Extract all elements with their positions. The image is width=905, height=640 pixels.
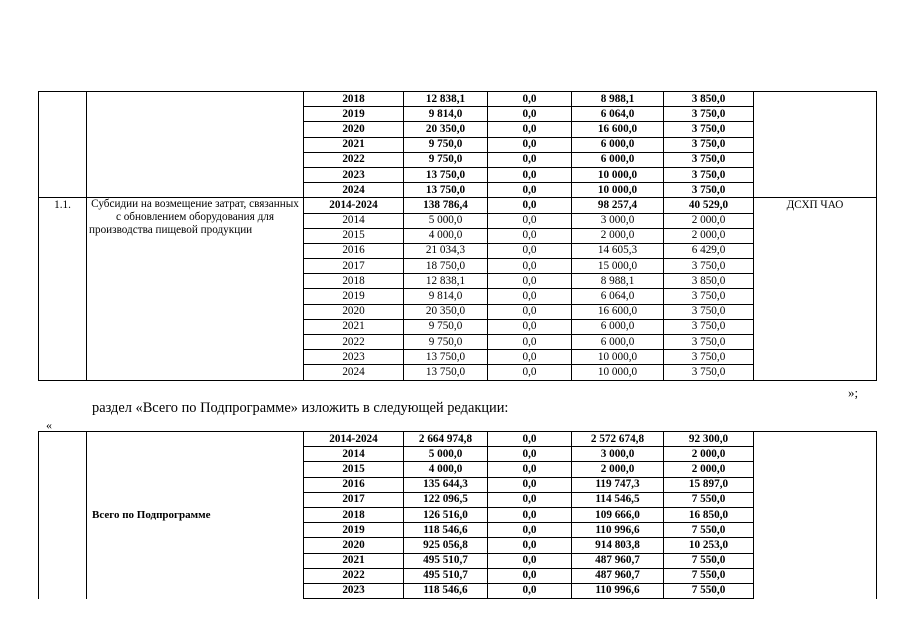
other-cell: 7 550,0 bbox=[664, 492, 754, 507]
federal-cell: 0,0 bbox=[488, 304, 572, 319]
total-cell: 495 510,7 bbox=[404, 553, 488, 568]
district-cell: 10 000,0 bbox=[572, 350, 664, 365]
year-cell: 2022 bbox=[304, 568, 404, 583]
total-cell: 118 546,6 bbox=[404, 523, 488, 538]
other-cell: 40 529,0 bbox=[664, 198, 754, 213]
district-cell: 8 988,1 bbox=[572, 274, 664, 289]
federal-cell: 0,0 bbox=[488, 447, 572, 462]
district-cell: 110 996,6 bbox=[572, 523, 664, 538]
federal-cell: 0,0 bbox=[488, 167, 572, 182]
total-cell: 9 750,0 bbox=[404, 335, 488, 350]
total-cell: 495 510,7 bbox=[404, 568, 488, 583]
total-cell: 126 516,0 bbox=[404, 507, 488, 522]
other-cell: 7 550,0 bbox=[664, 568, 754, 583]
total-cell: 9 750,0 bbox=[404, 137, 488, 152]
other-cell: 3 850,0 bbox=[664, 92, 754, 107]
other-cell: 3 750,0 bbox=[664, 289, 754, 304]
federal-cell: 0,0 bbox=[488, 553, 572, 568]
subprogram-total-table bbox=[38, 431, 877, 599]
district-cell: 2 000,0 bbox=[572, 228, 664, 243]
total-cell: 20 350,0 bbox=[404, 304, 488, 319]
year-cell: 2018 bbox=[304, 507, 404, 522]
other-cell: 3 750,0 bbox=[664, 107, 754, 122]
total-cell: 9 750,0 bbox=[404, 152, 488, 167]
federal-cell: 0,0 bbox=[488, 243, 572, 258]
federal-cell: 0,0 bbox=[488, 107, 572, 122]
year-cell: 2020 bbox=[304, 304, 404, 319]
year-cell: 2019 bbox=[304, 107, 404, 122]
federal-cell: 0,0 bbox=[488, 462, 572, 477]
total-cell: 925 056,8 bbox=[404, 538, 488, 553]
federal-cell: 0,0 bbox=[488, 538, 572, 553]
federal-cell: 0,0 bbox=[488, 523, 572, 538]
year-cell: 2014 bbox=[304, 213, 404, 228]
year-cell: 2024 bbox=[304, 183, 404, 198]
total-cell: 13 750,0 bbox=[404, 365, 488, 380]
federal-cell: 0,0 bbox=[488, 335, 572, 350]
federal-cell: 0,0 bbox=[488, 365, 572, 380]
federal-cell: 0,0 bbox=[488, 350, 572, 365]
district-cell: 487 960,7 bbox=[572, 553, 664, 568]
year-cell: 2015 bbox=[304, 462, 404, 477]
total-cell: 13 750,0 bbox=[404, 183, 488, 198]
federal-cell: 0,0 bbox=[488, 198, 572, 213]
district-cell: 109 666,0 bbox=[572, 507, 664, 522]
district-cell: 3 000,0 bbox=[572, 447, 664, 462]
table-row bbox=[39, 92, 877, 107]
federal-cell: 0,0 bbox=[488, 289, 572, 304]
year-cell: 2019 bbox=[304, 523, 404, 538]
year-cell: 2016 bbox=[304, 477, 404, 492]
total-cell: 5 000,0 bbox=[404, 447, 488, 462]
district-cell: 98 257,4 bbox=[572, 198, 664, 213]
year-cell: 2023 bbox=[304, 167, 404, 182]
district-cell: 2 000,0 bbox=[572, 462, 664, 477]
other-cell: 3 750,0 bbox=[664, 365, 754, 380]
other-cell: 2 000,0 bbox=[664, 228, 754, 243]
item-executor: ДСХП ЧАО bbox=[754, 198, 877, 380]
item-total-row bbox=[39, 198, 877, 213]
year-cell: 2016 bbox=[304, 243, 404, 258]
other-cell: 3 750,0 bbox=[664, 183, 754, 198]
total-cell: 9 814,0 bbox=[404, 289, 488, 304]
federal-cell: 0,0 bbox=[488, 583, 572, 598]
year-cell: 2024 bbox=[304, 365, 404, 380]
district-cell: 6 064,0 bbox=[572, 289, 664, 304]
district-cell: 16 600,0 bbox=[572, 122, 664, 137]
item-number: 1.1. bbox=[39, 198, 87, 380]
total-cell: 118 546,6 bbox=[404, 583, 488, 598]
year-cell: 2020 bbox=[304, 122, 404, 137]
total-cell: 138 786,4 bbox=[404, 198, 488, 213]
other-cell: 3 750,0 bbox=[664, 335, 754, 350]
year-cell: 2022 bbox=[304, 335, 404, 350]
federal-cell: 0,0 bbox=[488, 259, 572, 274]
total-cell: 4 000,0 bbox=[404, 462, 488, 477]
opening-quote-mark: « bbox=[46, 418, 52, 432]
district-cell: 10 000,0 bbox=[572, 365, 664, 380]
federal-cell: 0,0 bbox=[488, 568, 572, 583]
other-cell: 3 750,0 bbox=[664, 137, 754, 152]
district-cell: 3 000,0 bbox=[572, 213, 664, 228]
other-cell: 3 750,0 bbox=[664, 304, 754, 319]
total-cell: 135 644,3 bbox=[404, 477, 488, 492]
total-cell: 12 838,1 bbox=[404, 92, 488, 107]
federal-cell: 0,0 bbox=[488, 432, 572, 447]
total-cell: 18 750,0 bbox=[404, 259, 488, 274]
federal-cell: 0,0 bbox=[488, 152, 572, 167]
other-cell: 7 550,0 bbox=[664, 523, 754, 538]
year-cell: 2021 bbox=[304, 319, 404, 334]
other-cell: 15 897,0 bbox=[664, 477, 754, 492]
district-cell: 15 000,0 bbox=[572, 259, 664, 274]
district-cell: 10 000,0 bbox=[572, 167, 664, 182]
year-cell: 2014-2024 bbox=[304, 432, 404, 447]
year-cell: 2019 bbox=[304, 289, 404, 304]
total-cell: 13 750,0 bbox=[404, 350, 488, 365]
other-cell: 92 300,0 bbox=[664, 432, 754, 447]
district-cell: 487 960,7 bbox=[572, 568, 664, 583]
year-cell: 2021 bbox=[304, 553, 404, 568]
other-cell: 6 429,0 bbox=[664, 243, 754, 258]
district-cell: 6 064,0 bbox=[572, 107, 664, 122]
federal-cell: 0,0 bbox=[488, 477, 572, 492]
year-cell: 2014 bbox=[304, 447, 404, 462]
other-cell: 3 750,0 bbox=[664, 319, 754, 334]
year-cell: 2018 bbox=[304, 92, 404, 107]
total-cell: 12 838,1 bbox=[404, 274, 488, 289]
year-cell: 2021 bbox=[304, 137, 404, 152]
district-cell: 14 605,3 bbox=[572, 243, 664, 258]
other-cell: 3 750,0 bbox=[664, 259, 754, 274]
total-cell: 2 664 974,8 bbox=[404, 432, 488, 447]
total-cell: 13 750,0 bbox=[404, 167, 488, 182]
district-cell: 6 000,0 bbox=[572, 319, 664, 334]
year-cell: 2015 bbox=[304, 228, 404, 243]
executor-cell bbox=[754, 92, 877, 198]
total-cell: 20 350,0 bbox=[404, 122, 488, 137]
federal-cell: 0,0 bbox=[488, 122, 572, 137]
total-cell: 122 096,5 bbox=[404, 492, 488, 507]
year-cell: 2014-2024 bbox=[304, 198, 404, 213]
district-cell: 6 000,0 bbox=[572, 335, 664, 350]
total-cell: 5 000,0 bbox=[404, 213, 488, 228]
year-cell: 2017 bbox=[304, 259, 404, 274]
year-cell: 2020 bbox=[304, 538, 404, 553]
other-cell: 2 000,0 bbox=[664, 447, 754, 462]
federal-cell: 0,0 bbox=[488, 507, 572, 522]
federal-cell: 0,0 bbox=[488, 183, 572, 198]
other-cell: 7 550,0 bbox=[664, 553, 754, 568]
description-cell bbox=[87, 92, 304, 198]
federal-cell: 0,0 bbox=[488, 274, 572, 289]
instruction-paragraph: раздел «Всего по Подпрограмме» изложить в следующей редакции: bbox=[92, 400, 509, 416]
federal-cell: 0,0 bbox=[488, 213, 572, 228]
other-cell: 3 750,0 bbox=[664, 167, 754, 182]
district-cell: 6 000,0 bbox=[572, 152, 664, 167]
district-cell: 10 000,0 bbox=[572, 183, 664, 198]
total-cell: 4 000,0 bbox=[404, 228, 488, 243]
other-cell: 10 253,0 bbox=[664, 538, 754, 553]
number-cell bbox=[39, 92, 87, 198]
subprogram-table-continued bbox=[38, 91, 877, 381]
other-cell: 3 750,0 bbox=[664, 152, 754, 167]
table-row bbox=[39, 432, 877, 447]
district-cell: 114 546,5 bbox=[572, 492, 664, 507]
other-cell: 7 550,0 bbox=[664, 583, 754, 598]
other-cell: 3 750,0 bbox=[664, 122, 754, 137]
year-cell: 2017 bbox=[304, 492, 404, 507]
federal-cell: 0,0 bbox=[488, 228, 572, 243]
year-cell: 2018 bbox=[304, 274, 404, 289]
federal-cell: 0,0 bbox=[488, 92, 572, 107]
total-cell: 9 750,0 bbox=[404, 319, 488, 334]
federal-cell: 0,0 bbox=[488, 137, 572, 152]
district-cell: 110 996,6 bbox=[572, 583, 664, 598]
year-cell: 2023 bbox=[304, 350, 404, 365]
year-cell: 2023 bbox=[304, 583, 404, 598]
year-cell: 2022 bbox=[304, 152, 404, 167]
number-cell bbox=[39, 432, 87, 599]
district-cell: 16 600,0 bbox=[572, 304, 664, 319]
district-cell: 119 747,3 bbox=[572, 477, 664, 492]
executor-cell bbox=[754, 432, 877, 599]
federal-cell: 0,0 bbox=[488, 492, 572, 507]
other-cell: 3 750,0 bbox=[664, 350, 754, 365]
other-cell: 16 850,0 bbox=[664, 507, 754, 522]
federal-cell: 0,0 bbox=[488, 319, 572, 334]
other-cell: 3 850,0 bbox=[664, 274, 754, 289]
other-cell: 2 000,0 bbox=[664, 462, 754, 477]
district-cell: 6 000,0 bbox=[572, 137, 664, 152]
district-cell: 914 803,8 bbox=[572, 538, 664, 553]
closing-quote-mark: »; bbox=[848, 385, 859, 400]
district-cell: 2 572 674,8 bbox=[572, 432, 664, 447]
total-cell: 9 814,0 bbox=[404, 107, 488, 122]
other-cell: 2 000,0 bbox=[664, 213, 754, 228]
subprogram-total-label: Всего по Подпрограмме bbox=[87, 432, 304, 599]
total-cell: 21 034,3 bbox=[404, 243, 488, 258]
item-description: Субсидии на возмещение затрат, связанных с обновлением оборудования для производства пищевой продукции bbox=[87, 198, 304, 380]
district-cell: 8 988,1 bbox=[572, 92, 664, 107]
